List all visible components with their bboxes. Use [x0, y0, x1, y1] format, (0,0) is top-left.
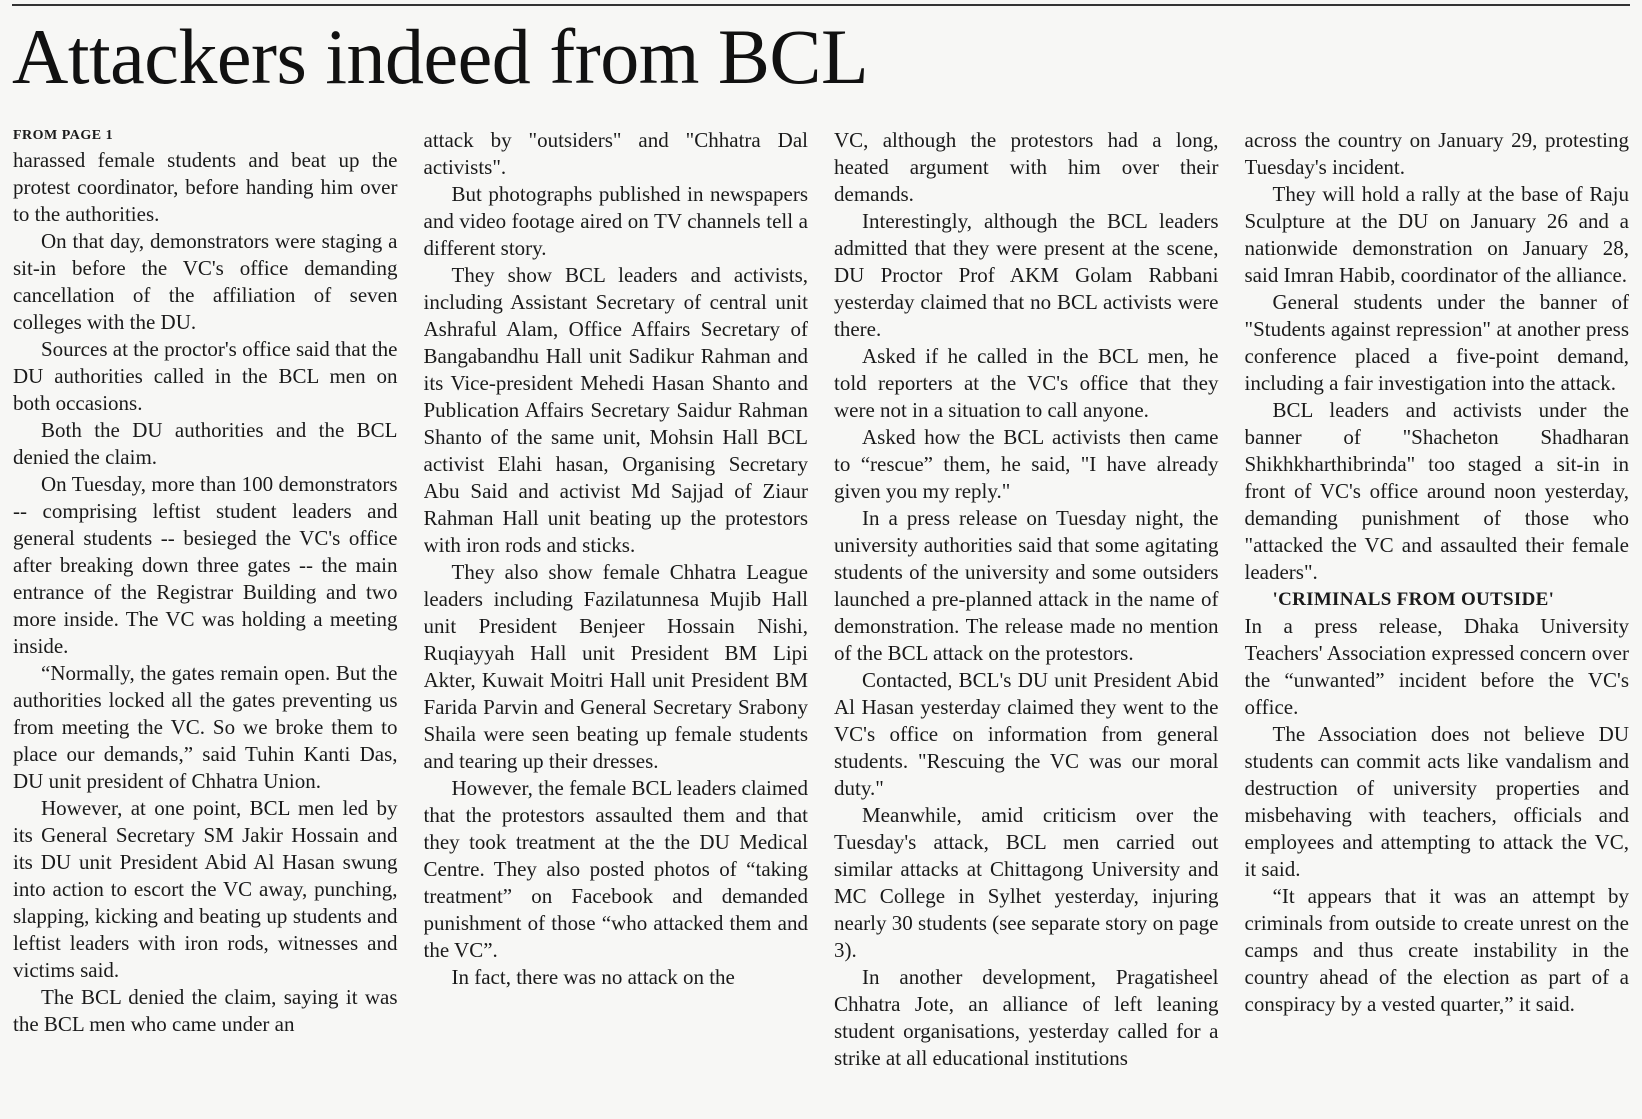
paragraph: In another development, Pragatisheel Chhatra Jote, an alliance of left leaning student organisations, yesterday called for a strike at all educational institutions	[834, 965, 1219, 1070]
paragraph: “It appears that it was an attempt by criminals from outside to create unrest on the camps and thus create instability in the country ahead of the election as part of a conspiracy by a vested quarter,” it said.	[1244, 884, 1629, 1016]
paragraph: across the country on January 29, protesting Tuesday's incident.	[1244, 128, 1629, 179]
column-1	[13, 127, 398, 1112]
paragraph: Both the DU authorities and the BCL denied the claim.	[13, 418, 398, 469]
paragraph: They show BCL leaders and activists, including Assistant Secretary of central unit Ashraful Alam, Office Affairs Secretary of Bangabandhu Hall unit Sadikur Rahman and its Vice-president Mehedi Hasan Shanto and Publication Affairs Secretary Saidur Rahman Shanto of the same unit, Mohsin Hall BCL activist Elahi hasan, Organising Secretary Abu Said and activist Md Sajjad of Ziaur Rahman Hall unit beating up the protestors with iron rods and sticks.	[423, 263, 808, 557]
subheading: 'CRIMINALS FROM OUTSIDE'	[1272, 589, 1555, 610]
paragraph: BCL leaders and activists under the banner of "Shacheton Shadharan Shikhkharthibrinda" too staged a sit-in in front of VC's office around noon yesterday, demanding punishment of those who "attacked the VC and assaulted their female leaders".	[1244, 398, 1629, 584]
paragraph: On Tuesday, more than 100 demonstrators -- comprising leftist student leaders and general students -- besieged the VC's office after breaking down three gates -- the main entrance of the Registrar Building and two more inside. The VC was holding a meeting inside.	[13, 472, 398, 658]
paragraph: They will hold a rally at the base of Raju Sculpture at the DU on January 26 and a nationwide demonstration on January 28, said Imran Habib, coordinator of the alliance.	[1244, 182, 1629, 287]
paragraph: In a press release on Tuesday night, the university authorities said that some agitating students of the university and some outsiders launched a pre-planned attack in the name of demonstration. The release made no mention of the BCL attack on the protestors.	[834, 506, 1219, 665]
paragraph: Sources at the proctor's office said that the DU authorities called in the BCL men on both occasions.	[13, 337, 398, 415]
column-3	[834, 127, 1219, 1112]
paragraph: However, the female BCL leaders claimed that the protestors assaulted them and that they took treatment at the the DU Medical Centre. They also posted photos of “taking treatment” on Facebook and demanded punishment of those “who attacked them and the VC”.	[423, 776, 808, 962]
paragraph: But photographs published in newspapers and video footage aired on TV channels tell a different story.	[423, 182, 808, 260]
paragraph: Asked how the BCL activists then came to “rescue” them, he said, "I have already given you my reply."	[834, 425, 1219, 503]
jump-line: FROM PAGE 1	[13, 128, 114, 143]
paragraph: Meanwhile, amid criticism over the Tuesday's attack, BCL men carried out similar attacks at Chittagong University and MC College in Sylhet yesterday, injuring nearly 30 students (see separate story on page 3).	[834, 803, 1219, 962]
column-2	[424, 127, 809, 1112]
paragraph: The BCL denied the claim, saying it was the BCL men who came under an	[13, 985, 398, 1036]
paragraph: In a press release, Dhaka University Teachers' Association expressed concern over the “unwanted” incident before the VC's office.	[1244, 614, 1629, 719]
paragraph: VC, although the protestors had a long, heated argument with him over their demands.	[834, 128, 1219, 206]
paragraph: “Normally, the gates remain open. But the authorities locked all the gates preventing us from meeting the VC. So we broke them to place our demands,” said Tuhin Kanti Das, DU unit president of Chhatra Union.	[13, 661, 398, 793]
paragraph: They also show female Chhatra League leaders including Fazilatunnesa Mujib Hall unit President Benjeer Hossain Nishi, Ruqiayyah Hall unit President BM Lipi Akter, Kuwait Moitri Hall unit President BM Farida Parvin and General Secretary Srabony Shaila were seen beating up female students and tearing up their dresses.	[423, 560, 808, 773]
headline: Attackers indeed from BCL	[12, 13, 869, 100]
paragraph: Asked if he called in the BCL men, he told reporters at the VC's office that they were not in a situation to call anyone.	[834, 344, 1219, 422]
paragraph: The Association does not believe DU students can commit acts like vandalism and destruction of university properties and misbehaving with teachers, officials and employees and attempting to attack the VC, it said.	[1244, 722, 1629, 881]
column-4	[1245, 127, 1630, 1112]
paragraph: Contacted, BCL's DU unit President Abid Al Hasan yesterday claimed they went to the VC's office on information from general students. "Rescuing the VC was our moral duty."	[834, 668, 1219, 800]
article-body	[13, 127, 1629, 1112]
top-rule	[12, 4, 1630, 6]
paragraph: Interestingly, although the BCL leaders admitted that they were present at the scene, DU Proctor Prof AKM Golam Rabbani yesterday claimed that no BCL activists were there.	[834, 209, 1219, 341]
paragraph: On that day, demonstrators were staging a sit-in before the VC's office demanding cancellation of the affiliation of seven colleges with the DU.	[13, 229, 398, 334]
paragraph: However, at one point, BCL men led by its General Secretary SM Jakir Hossain and its DU unit President Abid Al Hasan swung into action to escort the VC away, punching, slapping, kicking and beating up students and leftist leaders with iron rods, witnesses and victims said.	[13, 796, 398, 982]
paragraph: General students under the banner of "Students against repression" at another press conference placed a five-point demand, including a fair investigation into the attack.	[1244, 290, 1629, 395]
paragraph: attack by "outsiders" and "Chhatra Dal activists".	[423, 128, 808, 179]
paragraph: harassed female students and beat up the protest coordinator, before handing him over to the authorities.	[13, 148, 398, 226]
paragraph: In fact, there was no attack on the	[451, 965, 735, 989]
